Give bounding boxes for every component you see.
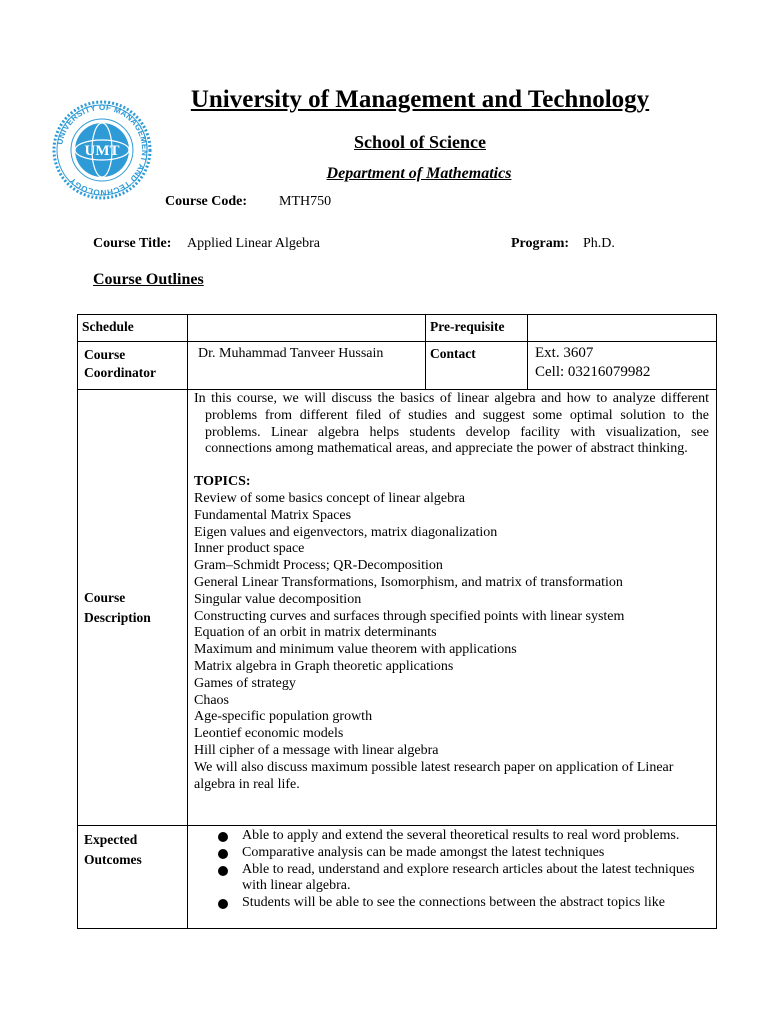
bullet-icon [218, 849, 228, 859]
topic-item: Matrix algebra in Graph theoretic applications [194, 658, 454, 674]
topic-item: Review of some basics concept of linear algebra [194, 490, 465, 506]
bullet-icon [218, 899, 228, 909]
outcomes-list [188, 826, 716, 912]
topic-item: Eigen values and eigenvectors, matrix diagonalization [194, 524, 498, 540]
bullet-icon [218, 866, 228, 876]
outcomes-content [188, 826, 717, 929]
topic-item: Equation of an orbit in matrix determinants [194, 625, 437, 641]
topic-item: Inner product space [194, 541, 305, 557]
list-item: Comparative analysis can be made amongst the latest techniques [212, 845, 712, 862]
logo-ring-text: UNIVERSITY OF MANAGEMENT AND TECHNOLOGY [55, 102, 150, 198]
program-value: Ph.D. [583, 236, 615, 251]
logo-text: UMT [84, 143, 120, 159]
description-content [188, 390, 717, 826]
contact-ext: Ext. 3607 [535, 345, 594, 361]
topic-item: Hill cipher of a message with linear algebra [194, 742, 439, 758]
table-row-coordinator [78, 342, 717, 390]
course-outline-table [77, 314, 717, 929]
bullet-icon [218, 832, 228, 842]
topic-item: General Linear Transformations, Isomorphism, and matrix of transformation [194, 574, 623, 590]
schedule-value [188, 315, 426, 342]
course-code-value: MTH750 [279, 194, 332, 209]
topic-item: Games of strategy [194, 675, 296, 691]
prerequisite-value [528, 315, 717, 342]
course-outlines-heading: Course Outlines [93, 271, 204, 288]
prerequisite-label: Pre-requisite [426, 315, 528, 342]
program-label: Program: [511, 236, 570, 251]
outcomes-label: Expected Outcomes [78, 826, 188, 929]
topic-item: Constructing curves and surfaces through specified points with linear system [194, 608, 625, 624]
coordinator-name: Dr. Muhammad Tanveer Hussain [188, 342, 426, 390]
list-item: Able to read, understand and explore research articles about the latest techniques with linear algebra. [212, 862, 712, 896]
contact-label: Contact [426, 342, 528, 390]
list-item: Students will be able to see the connections between the abstract topics like [212, 895, 712, 912]
table-row-description [78, 390, 717, 826]
description-label: Course Description [78, 390, 188, 826]
table-row-outcomes [78, 826, 717, 929]
department-title: Department of Mathematics [326, 165, 512, 182]
description-closing: We will also discuss maximum possible latest research paper on application of Linear algebra in real life. [194, 759, 674, 792]
table-row-schedule [78, 315, 717, 342]
school-title: School of Science [354, 132, 486, 152]
coordinator-label: Course Coordinator [78, 342, 188, 390]
topic-item: Age-specific population growth [194, 709, 373, 725]
topic-item: Singular value decomposition [194, 591, 362, 607]
topic-item: Chaos [194, 692, 229, 708]
contact-value [528, 342, 717, 390]
university-title: University of Management and Technology [190, 86, 650, 113]
topic-item: Gram–Schmidt Process; QR-Decomposition [194, 558, 443, 574]
topics-heading: TOPICS: [194, 474, 251, 490]
course-code-label: Course Code: [165, 194, 248, 209]
topic-item: Fundamental Matrix Spaces [194, 507, 352, 523]
course-title-value: Applied Linear Algebra [187, 236, 320, 251]
description-intro: In this course, we will discuss the basics of linear algebra and how to analyze different problems from different filed of studies and suggest some optimal solution to the problems. Linear algebra helps students develop facility with visualization, see connections among mathematical areas, and appreciate the power of abstract thinking. [194, 391, 709, 457]
list-item: Able to apply and extend the several theoretical results to real word problems. [212, 828, 712, 845]
topic-item: Maximum and minimum value theorem with applications [194, 642, 517, 658]
course-title-label: Course Title: [93, 236, 172, 251]
schedule-label: Schedule [78, 315, 188, 342]
topic-item: Leontief economic models [194, 726, 344, 742]
contact-cell: Cell: 03216079982 [535, 364, 651, 380]
